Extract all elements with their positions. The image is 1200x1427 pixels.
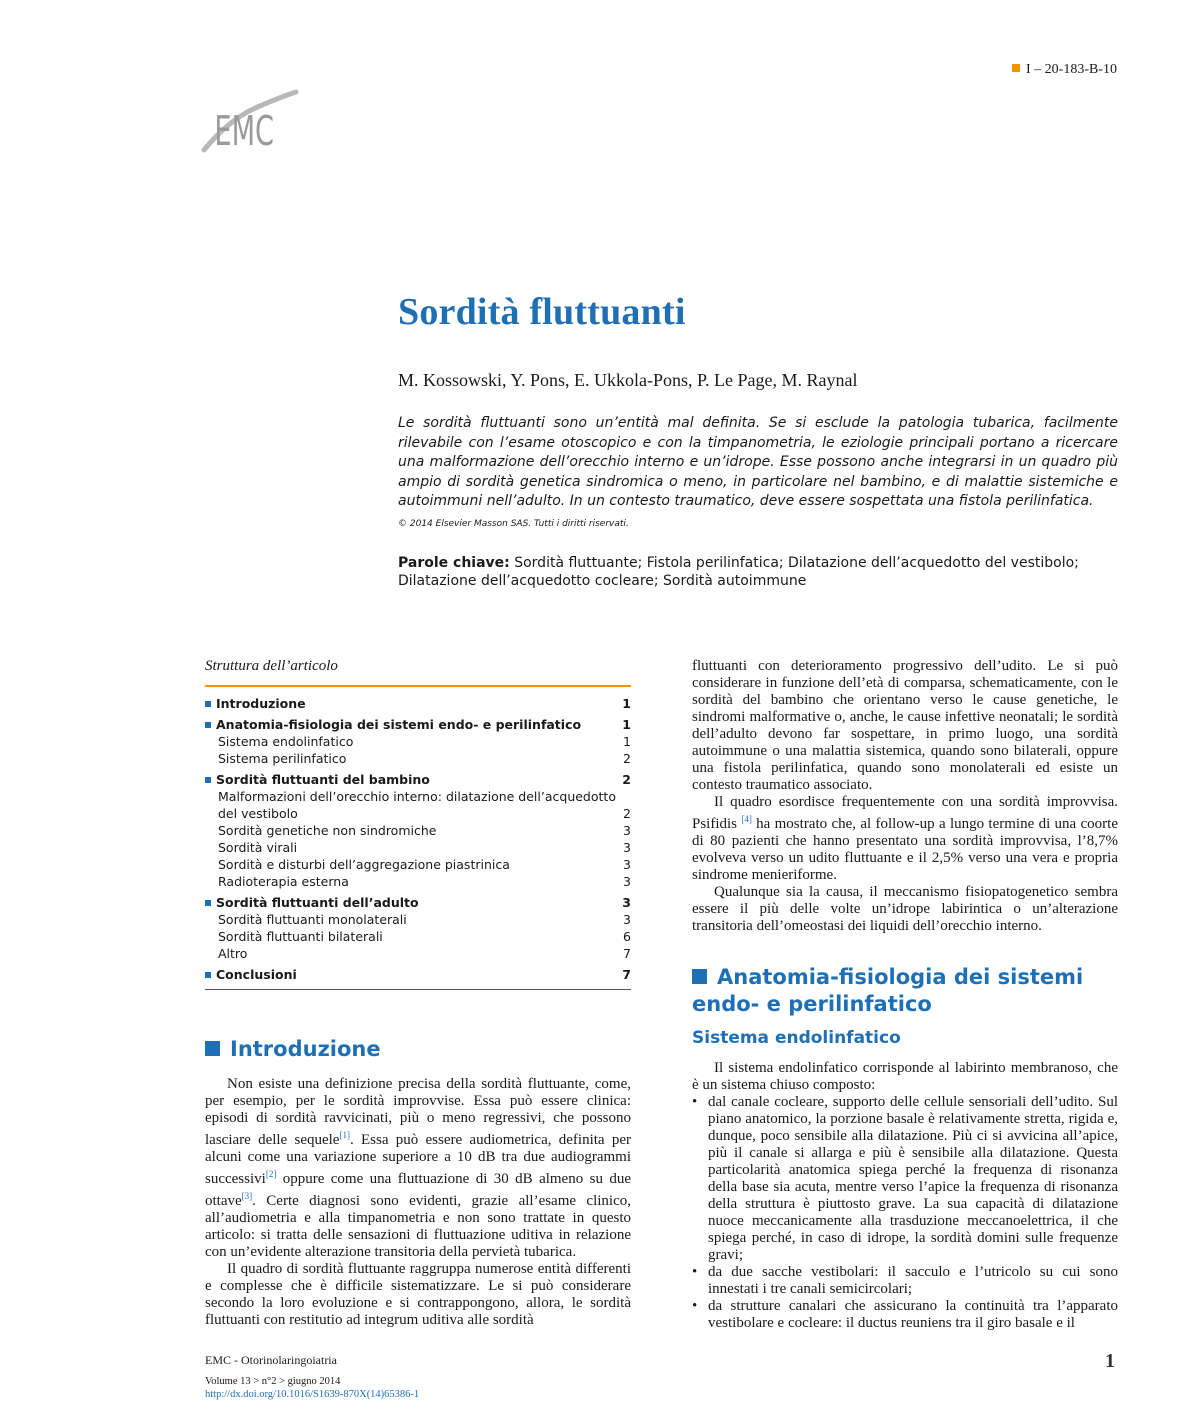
list-item: • dal canale cocleare, supporto delle cellule sensoriali dell’udito. Sul piano anatomico, la porzione basale è relativamente stretta, rigida e, dunque, poco sensibile alla dilatazione. Più ci si avvicina all’apice, più il canale si allarga e più è sensibile alla dilatazione. Questa particolarità anatomica spiega perché la frequenza di risonanza della base sia acuta, mentre verso l’apice la frequenza di risonanza della struttura è piuttosto grave. La sua capacità di dilatazione nuoce meccanicamente alla trasduzione meccanoelettrica, il che spiega perché, in caso di idrope, la sordità domini sulle frequenze gravi;	[692, 1094, 1118, 1264]
toc-bottom-rule	[205, 989, 631, 990]
text-run: Non esiste una definizione precisa della sordità fluttuante, come, per esempio, per le sordità improvvise. Essa può essere clinica: episodi di sordità ravvicinati, più o meno regressivi, che possono lasciare delle sequele	[205, 1076, 631, 1148]
intro-body	[205, 1076, 631, 1329]
keywords	[398, 554, 1118, 590]
toc-entry-text: Sordità e disturbi dell’aggregazione piastrinica	[218, 857, 510, 872]
toc-entry-page: 3	[623, 874, 631, 889]
toc-entry-label	[205, 716, 617, 733]
toc-entry-label	[218, 805, 617, 822]
reference-link-1[interactable]: [1]	[339, 1130, 350, 1140]
blue-square-icon	[692, 969, 707, 984]
toc-top-rule	[205, 685, 631, 687]
toc-entry-label	[205, 771, 617, 788]
article-abstract: Le sordità fluttuanti sono un’entità mal definita. Se si esclude la patologia tubarica, facilmente rilevabile con l’esame otoscopico e con la timpanometria, le eziologie principali portano a ricercare una malformazione dell’orecchio interno e un’idrope. Esse possono anche integrarsi in un quadro più ampio di sordità genetica sindromica o meno, in particolare nel bambino, e di malattie sistemiche e autoimmuni nell’adulto. In un contesto traumatico, deve essere sospettata una fistola perilinfatica.	[398, 415, 1118, 509]
toc-entry-page	[617, 788, 631, 805]
document-code	[1012, 62, 1117, 78]
toc-entry-text: Sistema perilinfatico	[218, 751, 347, 766]
article-title: Sordità fluttuanti	[398, 291, 686, 333]
svg-text:EMC: EMC	[214, 108, 275, 156]
section-heading-anatomia	[692, 964, 1118, 1018]
toc-section-entry[interactable]	[205, 966, 631, 983]
blue-square-icon	[205, 722, 211, 728]
keywords-label: Parole chiave:	[398, 555, 510, 571]
toc-entry-page: 3	[623, 840, 631, 855]
toc-entry-label	[218, 750, 617, 767]
reference-link-4[interactable]: [4]	[741, 814, 752, 824]
toc-entry-label	[218, 873, 617, 890]
orange-square-icon	[1012, 64, 1020, 72]
section-heading-introduzione	[205, 1036, 631, 1063]
toc-section-entry[interactable]	[205, 894, 631, 911]
toc-subsection-entry[interactable]	[205, 945, 631, 962]
toc-section-entry[interactable]	[205, 695, 631, 712]
keywords-text: Sordità fluttuante; Fistola perilinfatica; Dilatazione dell’acquedotto del vestibolo; Dilatazione dell’acquedotto cocleare; Sordità autoimmune	[398, 555, 1079, 589]
toc-entry-page: 3	[622, 895, 631, 910]
intro-paragraph-1	[205, 1076, 631, 1261]
toc-entry-page: 1	[622, 696, 631, 711]
toc-entry-label	[205, 894, 617, 911]
toc-entry-label	[205, 966, 617, 983]
toc-entry-page: 6	[623, 929, 631, 944]
toc-entry-label	[218, 822, 617, 839]
article-authors: M. Kossowski, Y. Pons, E. Ukkola-Pons, P. Le Page, M. Raynal	[398, 370, 858, 390]
list-item: • da due sacche vestibolari: il sacculo e l’utricolo su cui sono innestati i tre canali semicircolari;	[692, 1264, 1118, 1298]
intro-paragraph-2: Il quadro di sordità fluttuante raggruppa numerose entità differenti e complesse che è difficile sistematizzare. Le si può considerare secondo la loro evoluzione e si contrappongono, allora, le sordità fluttuanti con restitutio ad integrum uditiva alle sordità	[205, 1261, 631, 1328]
blue-square-icon	[205, 701, 211, 707]
toc-entry-page: 2	[623, 806, 631, 821]
toc-subsection-entry[interactable]	[205, 873, 631, 890]
table-of-contents	[205, 658, 631, 990]
toc-entry-text: Sistema endolinfatico	[218, 734, 354, 749]
toc-entry-text: Introduzione	[216, 696, 306, 711]
footer-volume: Volume 13 > n°2 > giugno 2014	[205, 1376, 341, 1387]
toc-entry-page: 2	[623, 751, 631, 766]
toc-entry-label	[218, 945, 617, 962]
toc-subsection-entry[interactable]	[205, 805, 631, 822]
toc-entry-text: Sordità virali	[218, 840, 298, 855]
text-run: . Essa può essere audiometrica, definita per alcuni come una variazione superiore a 10 dB tra due audiogrammi successivi	[205, 1132, 631, 1187]
toc-subsection-entry[interactable]	[205, 733, 631, 750]
list-item: • da strutture canalari che assicurano la continuità tra l’apparato vestibolare e cocleare: il ductus reuniens tra il giro basale e il	[692, 1298, 1118, 1332]
text-run: Il quadro esordisce frequentemente con una sordità improvvisa. Psifidis	[692, 794, 1118, 832]
toc-entry-text: Malformazioni dell’orecchio interno: dilatazione dell’acquedotto	[218, 789, 616, 804]
toc-entry-text: Radioterapia esterna	[218, 874, 349, 889]
toc-entry-text: Altro	[218, 946, 248, 961]
toc-entry-page: 3	[623, 912, 631, 927]
toc-entry-text: Anatomia-fisiologia dei sistemi endo- e perilinfatico	[216, 717, 582, 732]
blue-square-icon	[205, 972, 211, 978]
toc-entry-label	[218, 911, 617, 928]
toc-subsection-entry[interactable]	[205, 822, 631, 839]
toc-entry-page: 7	[622, 967, 631, 982]
reference-link-3[interactable]: [3]	[241, 1191, 253, 1201]
toc-section-entry[interactable]	[205, 716, 631, 733]
toc-entry-label	[218, 839, 617, 856]
toc-entry-page: 7	[623, 946, 631, 961]
bullet-list	[692, 1094, 1118, 1332]
subsection-heading-endolinfatico: Sistema endolinfatico	[692, 1028, 901, 1048]
rc-paragraph-1: fluttuanti con deterioramento progressivo dell’udito. Le si può considerare in funzione dell’età di comparsa, schematicamente, con le sordità del bambino che orientano verso le cause genetiche, le sindromi malformative o, anche, le cause infettive neonatali; le sordità dell’adulto devono far sospettare, in primo luogo, una sordità autoimmune o una malattia sistemica, quando sono bilaterali, oppure una fistola perilinfatica, quando sono monolaterali ed esiste un contesto traumatico associato.	[692, 658, 1118, 793]
toc-entry-page: 2	[622, 772, 631, 787]
toc-entry-label	[218, 928, 617, 945]
toc-entry-label	[218, 733, 617, 750]
emc-logo-graphic	[200, 78, 300, 158]
toc-entry-page: 3	[623, 823, 631, 838]
blue-square-icon	[205, 1041, 220, 1056]
heading-text: Introduzione	[230, 1037, 381, 1061]
toc-section-entry[interactable]	[205, 771, 631, 788]
toc-subsection-entry[interactable]	[205, 856, 631, 873]
footer-doi-link[interactable]: http://dx.doi.org/10.1016/S1639-870X(14)65386-1	[205, 1389, 420, 1400]
text-run: oppure come una fluttuazione di 30 dB almeno su due ottave	[205, 1171, 631, 1209]
endolinfatico-body	[692, 1060, 1118, 1332]
toc-list	[205, 695, 631, 983]
toc-subsection-entry[interactable]	[205, 750, 631, 767]
emc-logo	[200, 78, 300, 158]
reference-link-2[interactable]: [2]	[265, 1169, 277, 1179]
copyright-notice: © 2014 Elsevier Masson SAS. Tutti i diritti riservati.	[398, 519, 629, 529]
toc-entry-label	[218, 856, 617, 873]
text-run: ha mostrato che, al follow-up a lungo termine di una coorte di 80 pazienti che hanno presentato una sordità improvvisa, l’8,7% evolveva verso un udito fluttuante e il 2,5% verso una vera e propria sindrome menieriforme.	[692, 816, 1119, 883]
right-column-text	[692, 658, 1118, 935]
page-number: 1	[1105, 1350, 1115, 1372]
toc-entry-text: Sordità fluttuanti bilaterali	[218, 929, 383, 944]
blue-square-icon	[205, 777, 211, 783]
blue-square-icon	[205, 900, 211, 906]
toc-entry-text: Conclusioni	[216, 967, 297, 982]
toc-subsection-entry[interactable]	[205, 839, 631, 856]
footer-journal: EMC - Otorinolaringoiatria	[205, 1353, 337, 1367]
rc-paragraph-3: Qualunque sia la causa, il meccanismo fisiopatogenetico sembra essere il più delle volte un’idrope labirintica o un’alterazione transitoria dell’omeostasi dei liquidi dell’orecchio interno.	[692, 884, 1118, 934]
toc-entry-page: 1	[623, 734, 631, 749]
toc-entry-text: del vestibolo	[218, 806, 298, 821]
text-run: . Certe diagnosi sono evidenti, grazie all’esame clinico, all’audiometria e alla timpanometria e non sono trattate in questo articolo: si tratta delle sensazioni di fluttuazione uditiva in relazione con un’evidente alterazione transitoria della pervietà tubarica.	[205, 1193, 631, 1260]
toc-entry-text: Sordità genetiche non sindromiche	[218, 823, 437, 838]
toc-entry-page: 3	[623, 857, 631, 872]
sys-intro-paragraph: Il sistema endolinfatico corrisponde al labirinto membranoso, che è un sistema chiuso composto:	[692, 1060, 1118, 1093]
rc-paragraph-2	[692, 794, 1118, 884]
toc-entry-text: Sordità fluttuanti dell’adulto	[216, 895, 419, 910]
toc-subsection-entry[interactable]	[205, 928, 631, 945]
toc-entry-page: 1	[622, 717, 631, 732]
toc-entry-label	[218, 788, 617, 805]
toc-entry-text: Sordità fluttuanti del bambino	[216, 772, 430, 787]
doc-code-text: I – 20-183-B-10	[1026, 62, 1117, 77]
toc-entry-label	[205, 695, 617, 712]
heading-text: Anatomia-fisiologia dei sistemi endo- e perilinfatico	[692, 965, 1084, 1016]
toc-entry-text: Sordità fluttuanti monolaterali	[218, 912, 407, 927]
toc-subsection-entry[interactable]	[205, 788, 631, 805]
toc-subsection-entry[interactable]	[205, 911, 631, 928]
toc-title: Struttura dell’articolo	[205, 658, 338, 674]
